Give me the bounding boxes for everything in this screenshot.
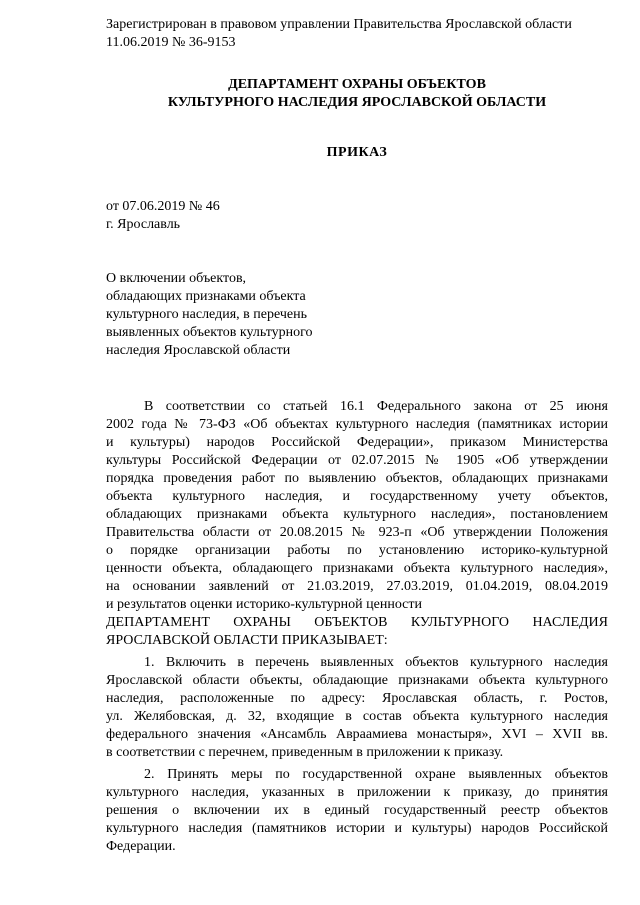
preamble-paragraph [106, 398, 608, 856]
preamble-line: и культуры) народов Российской Федерации», приказом Министерства [106, 435, 608, 450]
orders-line-1: ДЕПАРТАМЕНТ ОХРАНЫ ОБЪЕКТОВ КУЛЬТУРНОГО НАСЛЕДИЯ [106, 615, 608, 630]
subject-line: наследия Ярославской области [106, 343, 291, 358]
subject-line: культурного наследия, в перечень [106, 307, 307, 322]
subject-line: О включении объектов, [106, 271, 247, 286]
preamble-line: объекта культурного наследия, и государственному учету объектов, [106, 489, 608, 504]
item-line: Федерации. [106, 839, 176, 854]
department-name [106, 76, 608, 112]
subject-line: обладающих признаками объекта [106, 289, 306, 304]
registration-line: Зарегистрирован в правовом управлении Правительства Ярославской области [106, 17, 572, 32]
preamble-line: культуры Российской Федерации от 02.07.2015 № 1905 «Об утверждении [106, 453, 608, 468]
registration-stamp [106, 16, 608, 52]
item-line: решения о включении их в единый государственный реестр объектов [106, 803, 608, 818]
item-line: Ярославской области объекты, обладающие признаками объекта культурного [106, 673, 608, 688]
preamble-line: о порядке организации работы по установлению историко-культурной [106, 543, 608, 558]
orders-line-2: ЯРОСЛАВСКОЙ ОБЛАСТИ ПРИКАЗЫВАЕТ: [106, 633, 388, 648]
preamble-line: В соответствии со статьей 16.1 Федерального закона от 25 июня [144, 399, 608, 414]
registration-number: 11.06.2019 № 36-9153 [106, 35, 236, 50]
item-line: ул. Желябовская, д. 32, входящие в состав объекта культурного наследия [106, 709, 608, 724]
order-city: г. Ярославль [106, 217, 181, 232]
item-line: культурного наследия, указанных в приложении к приказу, до принятия [106, 785, 608, 800]
item-line: в соответствии с перечнем, приведенным в приложении к приказу. [106, 745, 504, 760]
item-line: 1. Включить в перечень выявленных объектов культурного наследия [144, 655, 608, 670]
preamble-line: обладающих признаками объекта культурного наследия», постановлением [106, 507, 608, 522]
preamble-line: на основании заявлений от 21.03.2019, 27.03.2019, 01.04.2019, 08.04.2019 [106, 579, 608, 594]
preamble-line: 2002 года № 73-ФЗ «Об объектах культурного наследия (памятниках истории [106, 417, 608, 432]
item-line: 2. Принять меры по государственной охране выявленных объектов [144, 767, 608, 782]
order-subject [106, 270, 346, 360]
department-line-2: КУЛЬТУРНОГО НАСЛЕДИЯ ЯРОСЛАВСКОЙ ОБЛАСТИ [167, 95, 547, 110]
preamble-line: ценности объекта, обладающего признаками объекта культурного наследия», [106, 561, 608, 576]
order-item-2 [106, 766, 608, 856]
item-line: культурного наследия (памятников истории и культуры) народов Российской [106, 821, 608, 836]
document-type-title: ПРИКАЗ [326, 145, 388, 160]
order-date-number: от 07.06.2019 № 46 [106, 199, 220, 214]
subject-line: выявленных объектов культурного [106, 325, 313, 340]
preamble-line: и результатов оценки историко-культурной ценности [106, 597, 423, 612]
order-meta [106, 198, 608, 234]
order-item-1 [106, 654, 608, 762]
preamble-line: Правительства области от 20.08.2015 № 923-п «Об утверждении Положения [106, 525, 608, 540]
item-line: федерального значения «Ансамбль Авраамиева монастыря», XVI – XVII вв. [106, 727, 608, 742]
preamble-line: порядка проведения работ по выявлению объектов, обладающих признаками [106, 471, 608, 486]
item-line: наследия, расположенные по адресу: Ярославская область, г. Ростов, [106, 691, 608, 706]
department-line-1: ДЕПАРТАМЕНТ ОХРАНЫ ОБЪЕКТОВ [228, 77, 486, 92]
